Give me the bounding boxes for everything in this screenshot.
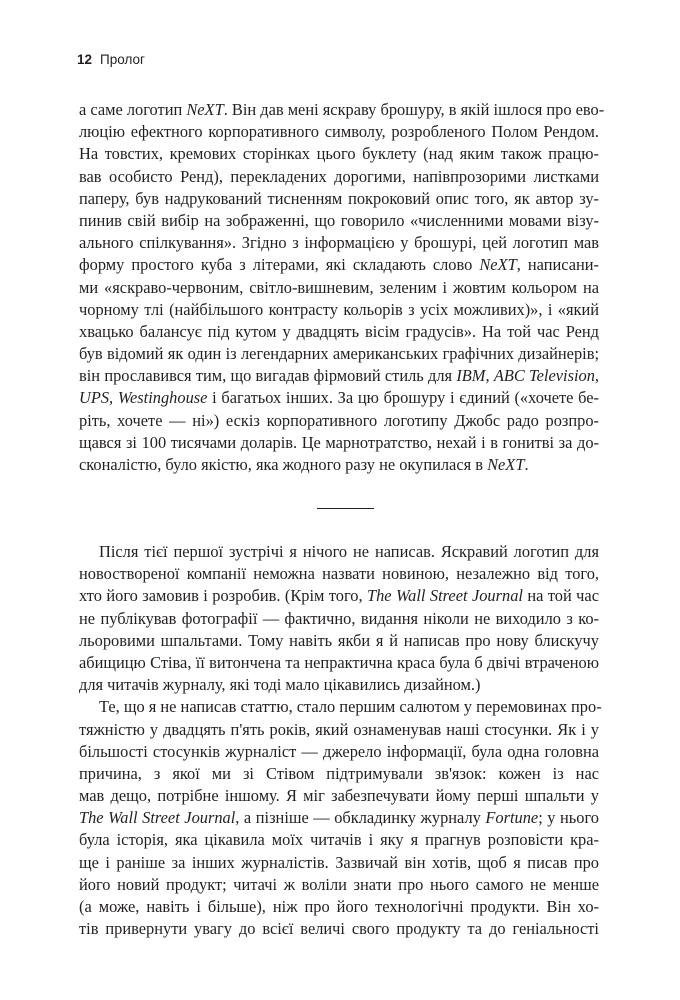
text-line [79, 210, 599, 232]
text-line [79, 674, 599, 696]
text-run: новоствореної компанії неможна назвати новиною, незалежно від того, [79, 564, 599, 584]
italic-text-run: UPS [79, 388, 110, 408]
text-line [79, 299, 599, 321]
text-line [79, 563, 599, 585]
text-line [79, 387, 599, 409]
text-run: не публікував фотографії — фактично, видання ніколи не виходило з ко- [79, 608, 599, 628]
text-run: тяжністю у двадцять п'ять років, який ознаменував наші стосунки. Як і у [79, 719, 599, 739]
text-run: для читачів журналу, які тоді мало цікавились дизайном.) [79, 675, 481, 695]
text-run: люцію ефектного корпоративного символу, розробленого Полом Рендом. [79, 122, 599, 142]
text-run: (а може, навіть і більше), ніж про його технологічні продукти. Він хо- [79, 897, 599, 916]
text-run: пинив свій вибір на зображенні, що говорило «численними мовами візу- [79, 210, 599, 230]
text-line [79, 541, 599, 563]
text-line [79, 852, 599, 874]
text-line [79, 585, 599, 607]
text-run: ; у нього [538, 808, 599, 828]
text-run: форму простого куба з літерами, які складають слово [79, 255, 480, 275]
text-run: , а пізніше — обкладинку журналу [235, 808, 486, 828]
text-line [79, 166, 599, 188]
running-header-title: Пролог [100, 52, 145, 67]
italic-text-run: The Wall Street Journal [367, 586, 523, 606]
text-run: була історія, яка цікавила моїх читачів і яку я прагнув розповісти кра- [79, 830, 599, 850]
text-run: абищицю Стіва, її витончена та непрактична краса була б двічі втраченою [79, 652, 599, 672]
text-line [79, 896, 599, 918]
running-header [77, 52, 145, 67]
italic-text-run: The Wall Street Journal [79, 808, 236, 828]
text-run: сконалістю, було якістю, яка жодного разу не окупилася в [79, 455, 488, 474]
text-run: . Він дав мені яскраву брошуру, в якій ішлося про ево- [223, 100, 605, 119]
text-run: , [485, 366, 494, 386]
italic-text-run: ABC Television [493, 366, 595, 386]
text-line [79, 763, 599, 785]
text-line [79, 741, 599, 763]
text-run: паперу, був надрукований тисненням покроковий опис того, як автор зу- [79, 188, 599, 208]
text-run: чорному тлі (найбільшого контрасту кольорів з усіх можливих)», і «який [79, 299, 599, 319]
text-line [79, 188, 599, 210]
text-line [79, 232, 599, 254]
text-run: На товстих, кремових сторінках цього буклету (над яким також працю- [79, 144, 599, 164]
text-run: ріть, хочете — ні») ескіз корпоративного логотипу Джобс радо розпро- [79, 410, 599, 430]
text-run: ми «яскраво-червоним, світло-вишневим, зеленим і жовтим кольором на [79, 277, 599, 297]
text-block-continued-paragraph [79, 99, 605, 476]
text-line [79, 829, 599, 851]
text-line [79, 630, 599, 652]
text-line [79, 785, 599, 807]
text-run: був відомий як один із легендарних американських графічних дизайнерів; [79, 344, 599, 364]
italic-text-run: IBM [456, 366, 486, 386]
text-run: більшості стосунків журналіст — джерело інформації, була одна головна [79, 741, 599, 761]
text-run: ще і раніше за інших журналістів. Зазвичай він хотів, щоб я писав про [79, 852, 599, 872]
text-line [79, 277, 599, 299]
text-line [79, 432, 599, 454]
italic-text-run: Westinghouse [117, 388, 208, 408]
text-line [79, 652, 599, 674]
text-run: причина, з якої ми зі Стівом підтримували зв'язок: кожен із нас [79, 763, 599, 783]
italic-text-run: NeXT [186, 100, 224, 119]
text-run: він прославився тим, що вигадав фірмовий стиль для [79, 366, 457, 386]
text-line [79, 254, 599, 276]
section-divider [317, 508, 374, 509]
text-run: ального спілкування». Згідно з інформацією у брошурі, цей логотип мав [79, 233, 599, 253]
text-run: тів привернути увагу до всієї величі свого продукту та до геніальності [79, 919, 599, 939]
text-line [79, 454, 599, 476]
text-run: на той час [522, 586, 599, 606]
text-run: вав особисто Ренд), перекладених дорогими, напівпрозорими листками [79, 166, 599, 186]
page-number: 12 [77, 52, 93, 67]
text-run: , [109, 388, 118, 408]
text-run: мав дещо, потрібне іншому. Я міг забезпечувати йому перші шпальти у [79, 786, 599, 806]
italic-text-run: Fortune [485, 808, 539, 828]
text-run: , [594, 366, 599, 386]
text-run: льоровими шпальтами. Тому навіть якби я й написав про нову блискучу [79, 630, 599, 650]
text-line [79, 410, 599, 432]
text-line [79, 719, 599, 741]
italic-text-run: NeXT [487, 455, 525, 474]
text-run: і багатьох інших. За цю брошуру і єдиний («хочете бе- [207, 388, 599, 408]
text-line [79, 121, 599, 143]
text-line [79, 321, 599, 343]
text-line [79, 365, 599, 387]
text-line [79, 807, 599, 829]
text-run: хто його замовив і розробив. (Крім того, [79, 586, 367, 606]
italic-text-run: NeXT [479, 255, 517, 275]
text-line [79, 99, 605, 121]
text-run: а саме логотип [79, 100, 187, 119]
text-line [79, 874, 599, 896]
text-line [79, 343, 599, 365]
text-line [79, 143, 599, 165]
text-run: його новий продукт; читачі ж воліли знати про нього самого не менше [79, 874, 599, 894]
text-run: Після тієї першої зустрічі я нічого не написав. Яскравий логотип для [99, 542, 599, 561]
text-line [79, 696, 602, 718]
text-block-new-section [79, 541, 602, 940]
text-run: , написани- [516, 255, 599, 275]
text-run: Те, що я не написав статтю, стало першим салютом у перемовинах про- [99, 697, 602, 717]
text-run: хвацько балансує під кутом у двадцять вісім градусів». На той час Ренд [79, 321, 599, 341]
text-line [79, 608, 599, 630]
text-line [79, 918, 599, 940]
text-run: . [524, 455, 529, 474]
text-run: щався зі 100 тисячами доларів. Це марнотратство, нехай і в гонитві за до- [79, 432, 599, 452]
